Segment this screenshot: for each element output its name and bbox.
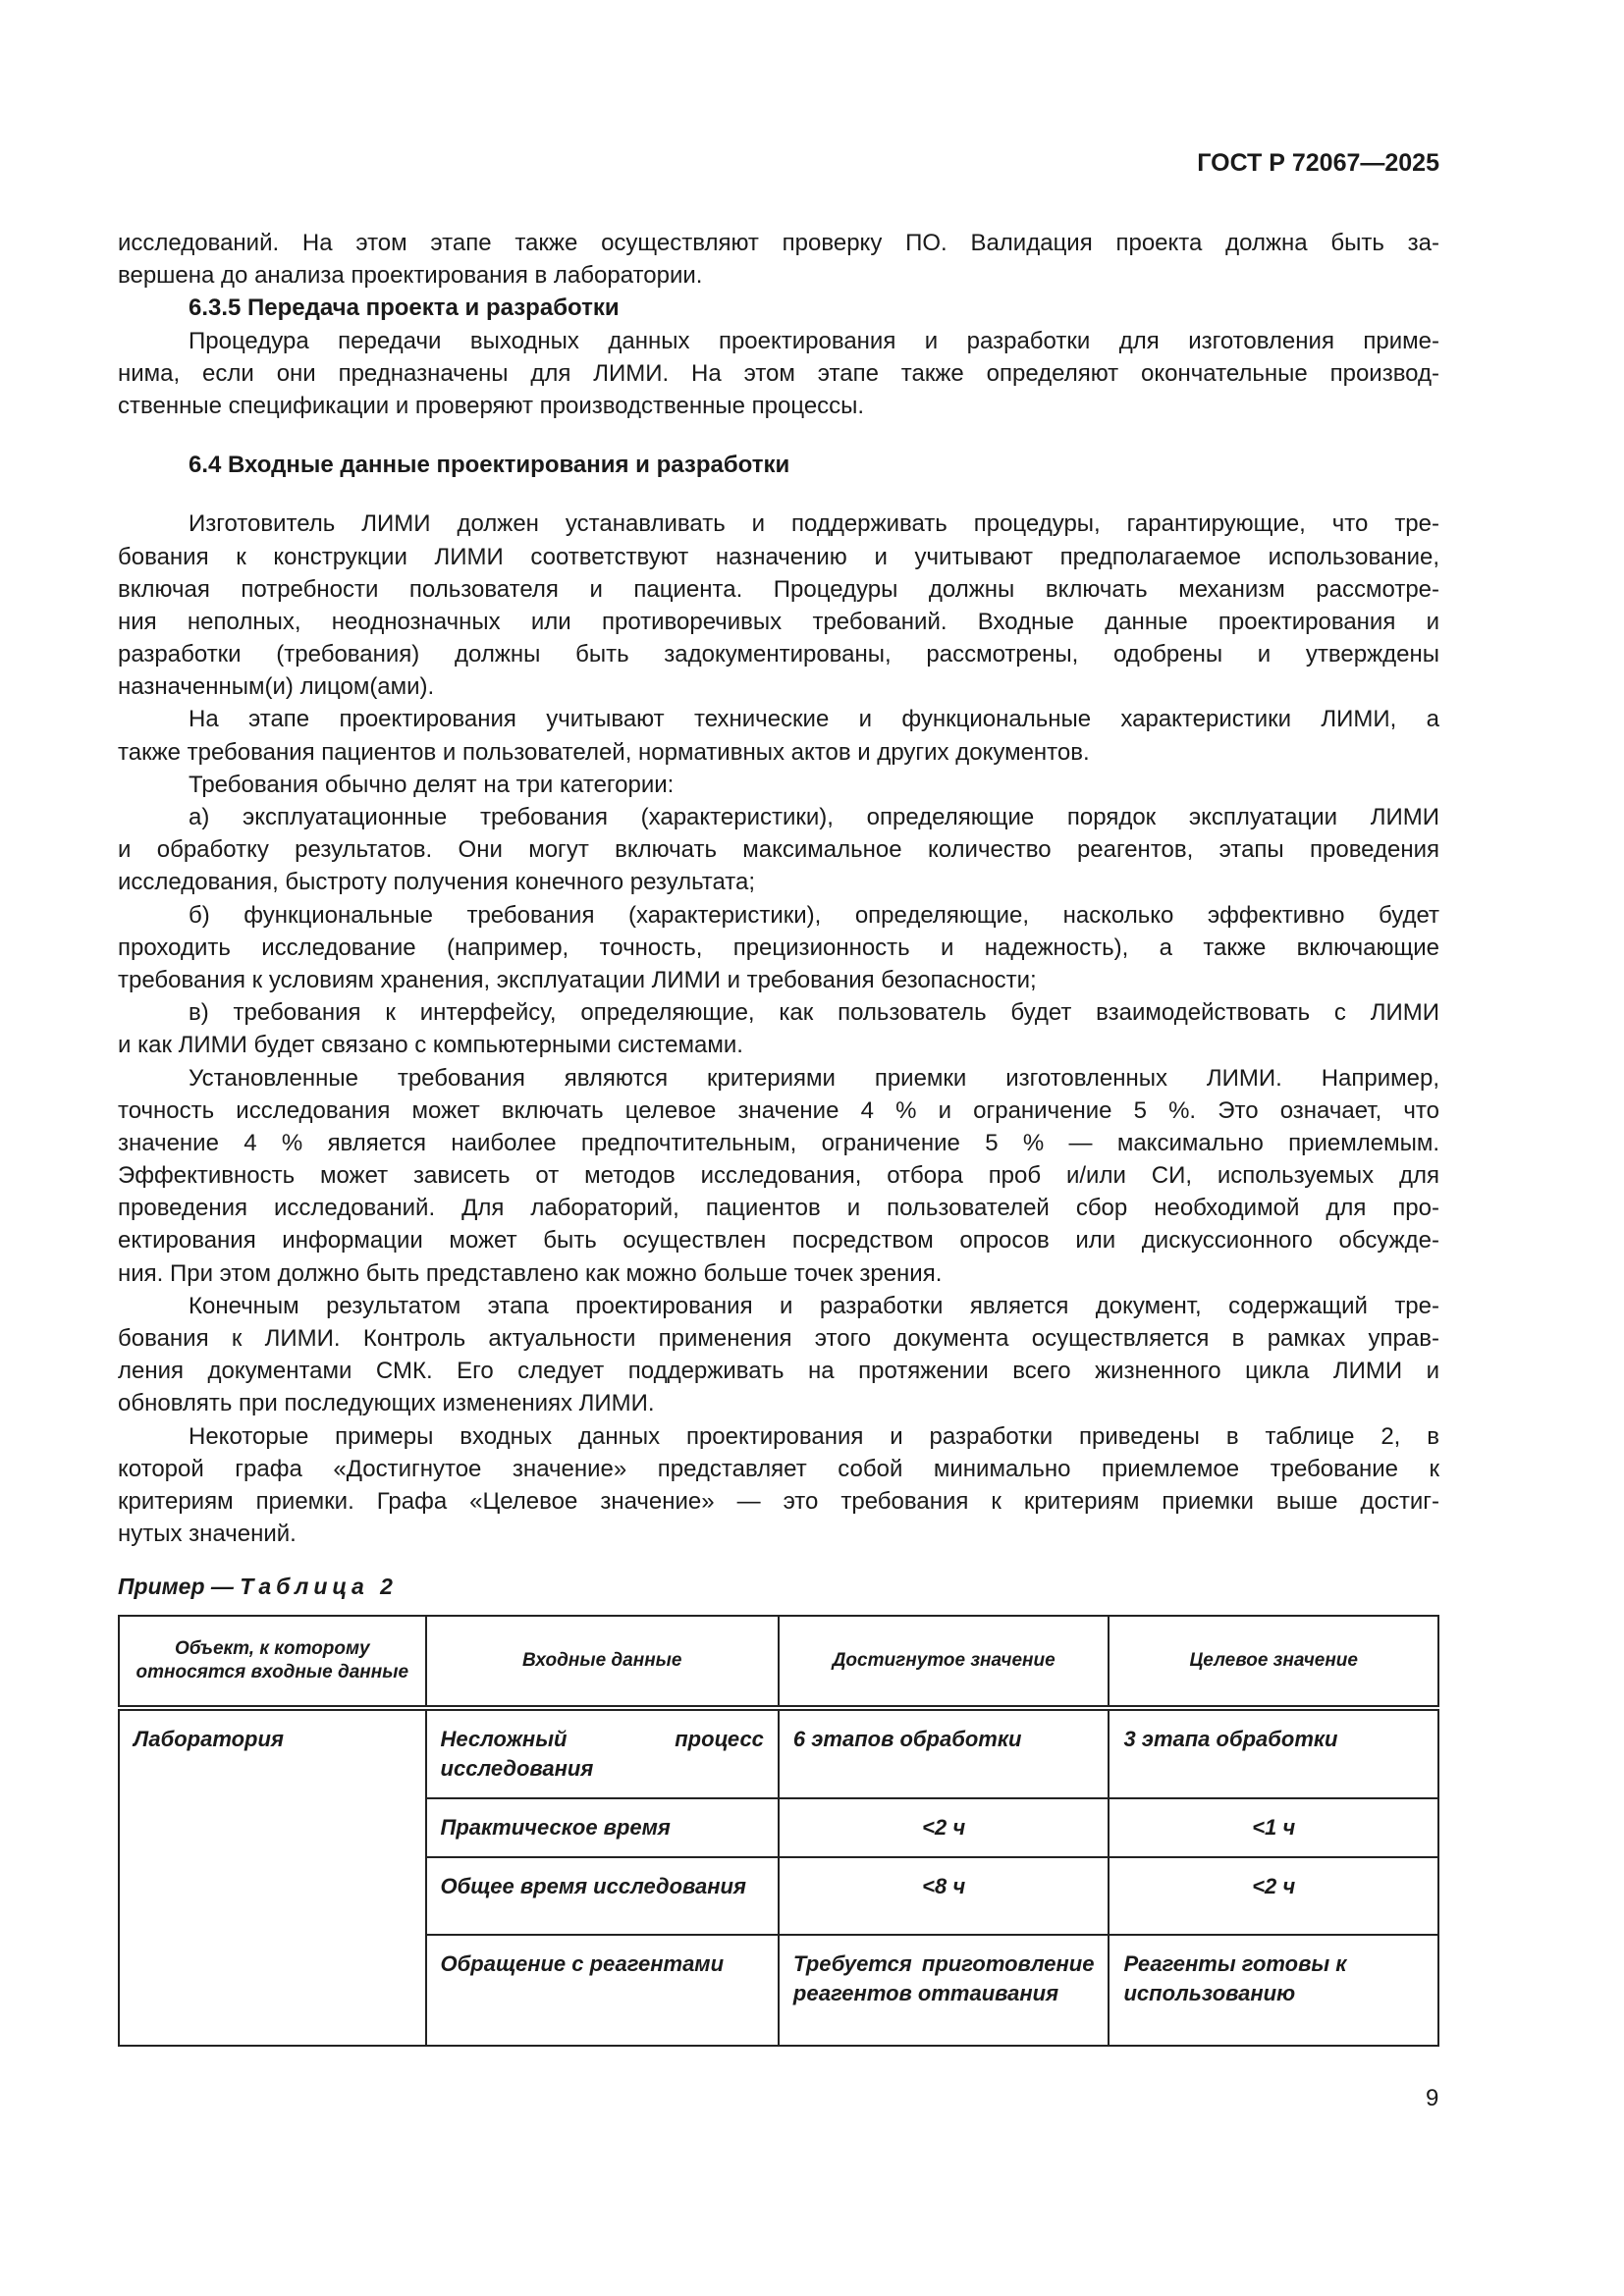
cell-target: <1 ч: [1109, 1798, 1438, 1857]
paragraph: [118, 1062, 1439, 1290]
cell-achieved: <2 ч: [779, 1798, 1110, 1857]
data-table: [118, 1615, 1439, 2047]
spacer: [118, 481, 1439, 507]
spacer: [118, 422, 1439, 449]
text-line: На этапе проектирования учитывают технические и функциональные характеристики ЛИМИ, а: [189, 706, 1439, 733]
text-line: Некоторые примеры входных данных проектирования и разработки приведены в таблице 2, в: [189, 1422, 1439, 1450]
text-line: нима, если они предназначены для ЛИМИ. На этом этапе также определяют окончательные производ-: [118, 359, 1439, 387]
text-line: Требования обычно делят на три категории:: [189, 771, 675, 798]
page-number: 9: [1426, 2085, 1439, 2111]
paragraph: [118, 769, 1439, 801]
cell-input: Общее время исследования: [426, 1857, 779, 1935]
text-line: ственные спецификации и проверяют производственные процессы.: [118, 392, 865, 419]
paragraph: [118, 703, 1439, 768]
caption-prefix: Пример —: [118, 1574, 241, 1599]
text-line: б) функциональные требования (характеристики), определяющие, насколько эффективно будет: [189, 901, 1439, 929]
text-line: ния. При этом должно быть представлено как можно больше точек зрения.: [118, 1259, 943, 1287]
cell-achieved: Требуется приготовление реагентов оттаивания: [779, 1935, 1110, 2046]
text-line: Установленные требования являются критериями приемки изготовленных ЛИМИ. Например,: [189, 1064, 1439, 1092]
paragraph: [118, 325, 1439, 423]
text-line: бования к ЛИМИ. Контроль актуальности применения этого документа осуществляется в рамках управ-: [118, 1325, 1439, 1352]
text-line: ления документами СМК. Его следует поддерживать на протяжении всего жизненного цикла ЛИМИ и: [118, 1358, 1439, 1385]
paragraph: [118, 1290, 1439, 1420]
text-line: назначенным(и) лицом(ами).: [118, 673, 435, 701]
text-line: проведения исследований. Для лабораторий, пациентов и пользователей сбор необходимой для про-: [118, 1195, 1439, 1222]
paragraph: [118, 996, 1439, 1061]
cell-object: Лаборатория: [119, 1708, 426, 2046]
header-achieved: Достигнутое значение: [779, 1616, 1110, 1708]
paragraph: [118, 1420, 1439, 1551]
heading-text: 6.4 Входные данные проектирования и разработки: [189, 452, 790, 479]
text-line: вершена до анализа проектирования в лаборатории.: [118, 262, 703, 290]
text-line: Конечным результатом этапа проектирования и разработки является документ, содержащий тре-: [189, 1292, 1439, 1319]
text-line: нутых значений.: [118, 1521, 297, 1548]
text-line: Процедура передачи выходных данных проектирования и разработки для изготовления приме-: [189, 327, 1439, 354]
cell-achieved: 6 этапов обработки: [779, 1708, 1110, 1798]
document-number: ГОСТ Р 72067—2025: [1197, 149, 1439, 177]
text-line: а) эксплуатационные требования (характеристики), определяющие порядок эксплуатации ЛИМИ: [189, 804, 1439, 830]
table-caption: [118, 1574, 398, 1600]
header-input: Входные данные: [426, 1616, 779, 1708]
table-row: [119, 1708, 1438, 1798]
text-line: ектирования информации может быть осуществлен посредством опросов или дискуссионного обсужде-: [118, 1227, 1439, 1255]
paragraph: [118, 227, 1439, 292]
text-line: значение 4 % является наиболее предпочтительным, ограничение 5 % — максимально приемлемым.: [118, 1129, 1439, 1156]
paragraph: [118, 801, 1439, 899]
cell-target: Реагенты готовы к использованию: [1109, 1935, 1438, 2046]
paragraph: [118, 899, 1439, 997]
text-line: исследований. На этом этапе также осуществляют проверку ПО. Валидация проекта должна быть за-: [118, 230, 1439, 256]
text-line: включая потребности пользователя и пациента. Процедуры должны включать механизм рассмотре-: [118, 575, 1439, 603]
text-line: и как ЛИМИ будет связано с компьютерными системами.: [118, 1032, 743, 1059]
text-line: ния неполных, неоднозначных или противоречивых требований. Входные данные проектирования и: [118, 608, 1439, 635]
cell-input: Практическое время: [426, 1798, 779, 1857]
section-heading: [118, 449, 1439, 481]
text-line: проходить исследование (например, точность, прецизионность и надежность), а также включающие: [118, 934, 1439, 961]
text-line: Эффективность может зависеть от методов исследования, отбора проб и/или СИ, используемых для: [118, 1162, 1439, 1190]
text-line: и обработку результатов. Они могут включать максимальное количество реагентов, этапы проведения: [118, 836, 1439, 864]
header-object: Объект, к которому относятся входные данные: [119, 1616, 426, 1708]
text-line: Изготовитель ЛИМИ должен устанавливать и поддерживать процедуры, гарантирующие, что тре-: [189, 510, 1439, 538]
section-heading: [118, 292, 1439, 324]
cell-target: 3 этапа обработки: [1109, 1708, 1438, 1798]
cell-target: <2 ч: [1109, 1857, 1438, 1935]
table-header-row: [119, 1616, 1438, 1708]
heading-text: 6.3.5 Передача проекта и разработки: [189, 294, 620, 322]
text-line: также требования пациентов и пользователей, нормативных актов и других документов.: [118, 738, 1090, 766]
header-target: Целевое значение: [1109, 1616, 1438, 1708]
text-line: бования к конструкции ЛИМИ соответствуют назначению и учитывают предполагаемое использование,: [118, 543, 1439, 570]
text-line: которой графа «Достигнутое значение» представляет собой минимально приемлемое требование к: [118, 1455, 1439, 1482]
text-line: исследования, быстроту получения конечного результата;: [118, 869, 756, 896]
text-line: обновлять при последующих изменениях ЛИМИ.: [118, 1390, 655, 1417]
text-line: точность исследования может включать целевое значение 4 % и ограничение 5 %. Это означает, что: [118, 1096, 1439, 1124]
cell-achieved: <8 ч: [779, 1857, 1110, 1935]
cell-input: Обращение с реагентами: [426, 1935, 779, 2046]
paragraph: [118, 507, 1439, 703]
cell-input: Несложный процесс исследования: [426, 1708, 779, 1798]
caption-label: Таблица 2: [240, 1574, 398, 1599]
text-line: критериям приемки. Графа «Целевое значение» — это требования к критериям приемки выше достиг-: [118, 1487, 1439, 1515]
text-line: разработки (требования) должны быть задокументированы, рассмотрены, одобрены и утверждены: [118, 641, 1439, 668]
text-line: требования к условиям хранения, эксплуатации ЛИМИ и требования безопасности;: [118, 966, 1037, 993]
text-line: в) требования к интерфейсу, определяющие, как пользователь будет взаимодействовать с ЛИМИ: [189, 999, 1439, 1027]
body-text: [118, 227, 1439, 1550]
